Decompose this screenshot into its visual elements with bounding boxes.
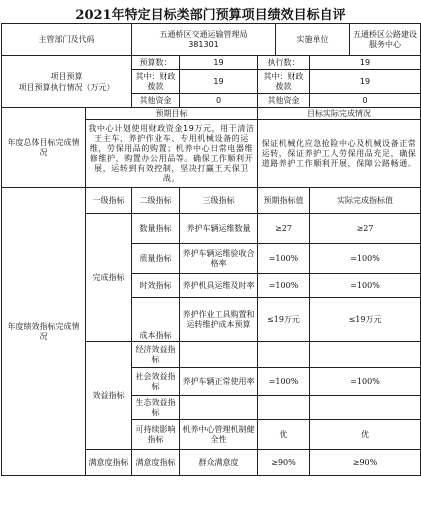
perf-actual: ≥90% xyxy=(310,450,421,476)
perf-level3: 机养中心管理机制健全性 xyxy=(180,420,258,450)
perf-header-level2: 二级指标 xyxy=(132,188,180,214)
perf-level3: 养护车辆运维数量 xyxy=(180,214,258,244)
perf-level3: 群众满意度 xyxy=(180,450,258,476)
perf-level1: 完成指标 xyxy=(86,214,132,342)
perf-level2: 数量指标 xyxy=(132,214,180,244)
perf-level1: 满意度指标 xyxy=(86,450,132,476)
perf-expected: 优 xyxy=(258,420,310,450)
perf-header-level1: 一级指标 xyxy=(86,188,132,214)
overall-expected-header: 预期目标 xyxy=(86,108,258,120)
perf-header-level3: 三级指标 xyxy=(180,188,258,214)
impl-label: 实施单位 xyxy=(276,24,350,56)
budget-item-label: 其中：财政拨款 xyxy=(132,70,180,94)
perf-expected: =100% xyxy=(258,274,310,298)
perf-actual: =100% xyxy=(310,274,421,298)
perf-label: 年度绩效指标完成情况 xyxy=(2,188,86,476)
perf-level3: 养护车辆运维验收合格率 xyxy=(180,244,258,274)
perf-level3 xyxy=(180,396,258,420)
perf-level2: 生态效益指标 xyxy=(132,396,180,420)
perf-header-expected: 预期指标值 xyxy=(258,188,310,214)
perf-actual: 优 xyxy=(310,420,421,450)
exec-item-value: 19 xyxy=(310,70,421,94)
perf-expected xyxy=(258,342,310,368)
impl-value: 五通桥区公路建设服务中心 xyxy=(350,24,421,56)
budget-item-label: 预算数： xyxy=(132,56,180,70)
perf-level3 xyxy=(180,342,258,368)
budget-item-value: 19 xyxy=(180,56,258,70)
perf-header-actual: 实际完成指标值 xyxy=(310,188,421,214)
perf-expected: ≤19万元 xyxy=(258,298,310,342)
perf-actual: ≤19万元 xyxy=(310,298,421,342)
perf-actual xyxy=(310,342,421,368)
evaluation-table xyxy=(1,23,421,476)
dept-code: 381301 xyxy=(188,39,219,49)
perf-actual: =100% xyxy=(310,368,421,396)
overall-expected-text: 我中心计划使用财政资金19万元，用于清洁王主车、养护作业车、专用机械设备的运维，劳保用品的购置；机养中心日常电器维修维护，购置办公用品等。确保工作顺利开展，运转到有效控制，坚决打赢王天保卫战。 xyxy=(86,120,258,188)
exec-item-label: 执行数： xyxy=(258,56,310,70)
perf-expected: ≥90% xyxy=(258,450,310,476)
overall-actual-text: 保证机械化应急抢险中心及机械设备正常运转，保证养护工人劳保用品充足，确保道路养护工作顺利开展，保障公路畅通。 xyxy=(258,120,421,188)
perf-actual xyxy=(310,396,421,420)
dept-name: 五通桥区交通运输管理局 xyxy=(159,29,248,39)
budget-label: 项目预算 项目预算执行情况（万元） xyxy=(2,56,132,108)
perf-actual: =100% xyxy=(310,244,421,274)
perf-header-row xyxy=(2,188,421,214)
budget-item-label: 其他资金 xyxy=(132,94,180,108)
exec-item-value: 0 xyxy=(310,94,421,108)
perf-level3: 养护作业工具购置和运转维护成本预算 xyxy=(180,298,258,342)
exec-item-value: 19 xyxy=(310,56,421,70)
perf-level2: 经济效益指标 xyxy=(132,342,180,368)
budget-item-value: 19 xyxy=(180,70,258,94)
perf-level2: 可持续影响指标 xyxy=(132,420,180,450)
perf-level2: 时效指标 xyxy=(132,274,180,298)
overall-label: 年度总体目标完成情况 xyxy=(2,108,86,188)
perf-level2: 质量指标 xyxy=(132,244,180,274)
exec-item-label: 其中：财政拨款 xyxy=(258,70,310,94)
perf-level3: 养护车辆正常使用率 xyxy=(180,368,258,396)
perf-expected: ≥27 xyxy=(258,214,310,244)
perf-expected: =100% xyxy=(258,244,310,274)
dept-value xyxy=(132,24,276,56)
perf-level2: 满意度指标 xyxy=(132,450,180,476)
overall-header-row xyxy=(2,108,421,120)
page-title: 2021年特定目标类部门预算项目绩效目标自评 xyxy=(75,8,346,23)
perf-expected xyxy=(258,396,310,420)
budget-row xyxy=(2,56,421,70)
perf-level3: 养护机具运维及时率 xyxy=(180,274,258,298)
perf-level2: 成本指标 xyxy=(132,298,180,342)
overall-actual-header: 目标实际完成情况 xyxy=(258,108,421,120)
dept-label: 主管部门及代码 xyxy=(2,24,132,56)
budget-label-text: 项目预算执行情况（万元） xyxy=(18,82,115,92)
dept-row xyxy=(2,24,421,56)
perf-level2: 社会效益指标 xyxy=(132,368,180,396)
exec-item-label: 其他资金 xyxy=(258,94,310,108)
budget-item-value: 0 xyxy=(180,94,258,108)
perf-expected: =100% xyxy=(258,368,310,396)
perf-actual: ≥27 xyxy=(310,214,421,244)
perf-level1: 效益指标 xyxy=(86,342,132,450)
